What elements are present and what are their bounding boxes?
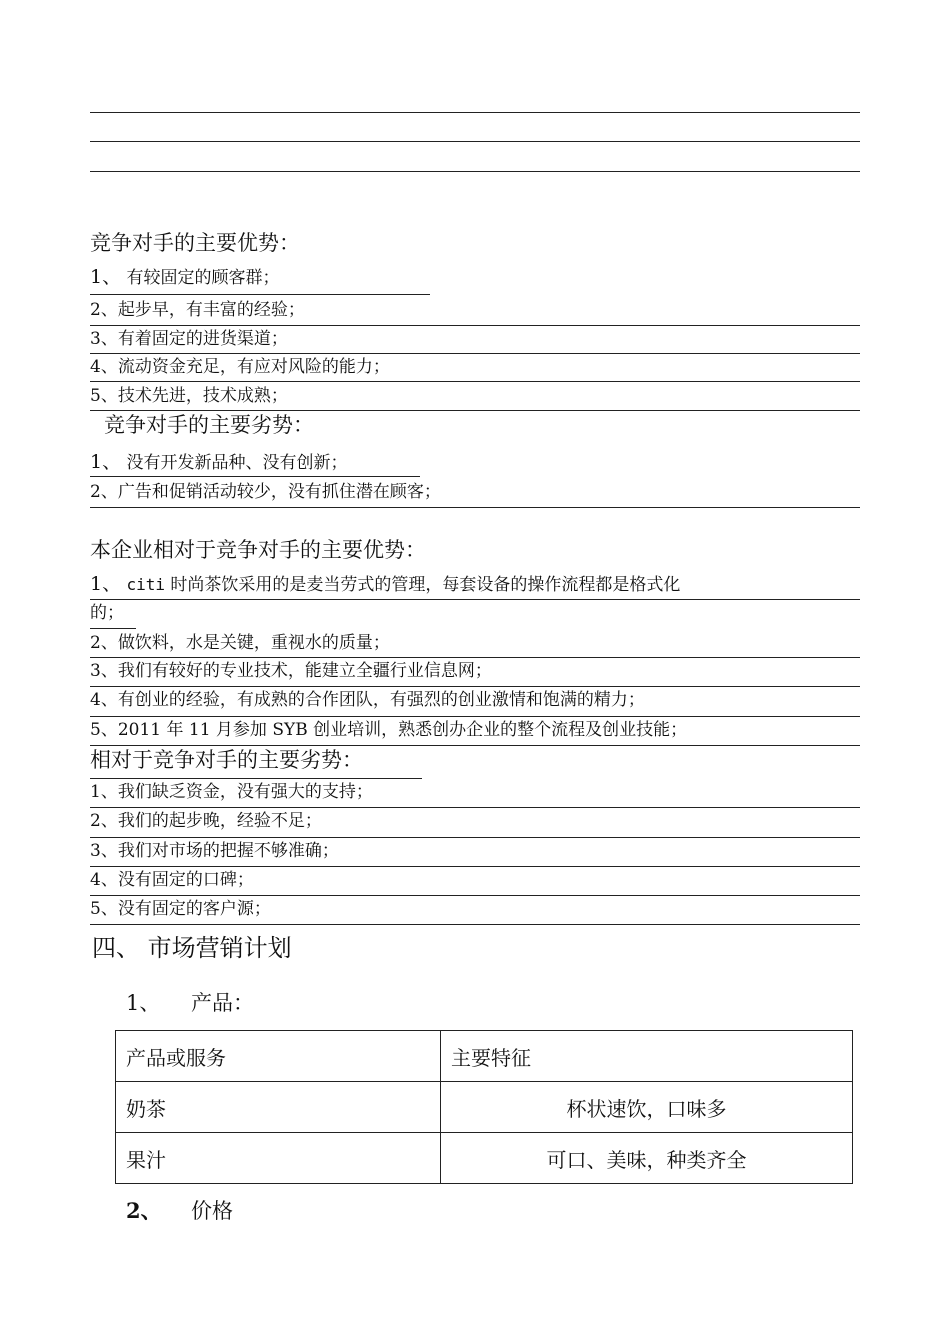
list-item (90, 268, 280, 287)
item-text: 有着固定的进货渠道； (117, 329, 288, 349)
list-item (90, 359, 390, 376)
brand-name: citi (126, 575, 166, 594)
item-number: 1、 (90, 451, 122, 473)
item-number: 4、 (90, 870, 118, 890)
underline (90, 895, 860, 896)
item-number: 1、 (90, 266, 122, 288)
underline (90, 837, 860, 838)
heading-number: 2、 (126, 1198, 162, 1223)
table-cell: 奶茶 (116, 1082, 441, 1133)
list-item (90, 784, 373, 801)
item-text: 2011 年 11 月参加 SYB 创业培训，熟悉创办企业的整个流程及创业技能； (117, 720, 688, 740)
item-number: 1、 (90, 782, 118, 802)
underline (90, 476, 420, 477)
list-item (90, 872, 254, 889)
item-number: 5、 (90, 899, 118, 919)
heading-label: 产品： (191, 991, 254, 1015)
item-number: 3、 (90, 841, 118, 861)
list-item (90, 453, 348, 472)
underline (90, 778, 422, 779)
product-heading (126, 993, 254, 1014)
item-text: 我们的起步晚，经验不足； (117, 811, 322, 831)
item-text: 流动资金充足，有应对风险的能力； (117, 357, 390, 377)
item-number: 3、 (90, 661, 118, 681)
table-row (116, 1133, 853, 1184)
list-item (90, 663, 492, 680)
item-text: 起步早，有丰富的经验； (117, 300, 305, 320)
list-item (90, 331, 288, 348)
table-cell: 果汁 (116, 1133, 441, 1184)
competitor-weaknesses-title: 竞争对手的主要劣势： (104, 413, 314, 437)
item-number: 2、 (90, 633, 118, 653)
underline (90, 507, 860, 508)
list-item (90, 575, 680, 594)
item-number: 2、 (90, 482, 118, 502)
list-item (90, 302, 305, 319)
underline (90, 866, 860, 867)
table-cell: 可口、美味，种类齐全 (441, 1133, 853, 1184)
list-item (90, 813, 322, 830)
item-number: 2、 (90, 300, 118, 320)
underline (90, 686, 860, 687)
list-item (90, 843, 339, 860)
heading-label: 价格 (191, 1199, 233, 1223)
underline (90, 716, 860, 717)
item-text: 我们有较好的专业技术，能建立全疆行业信息网； (117, 661, 492, 681)
item-text: 没有开发新品种、没有创新； (126, 453, 348, 473)
underline (90, 745, 860, 746)
list-item (90, 388, 288, 405)
list-item (90, 484, 441, 501)
underline (90, 294, 430, 295)
table-cell: 杯状速饮，口味多 (441, 1082, 853, 1133)
product-table (115, 1030, 853, 1184)
underline (90, 924, 860, 925)
list-item (90, 692, 645, 709)
item-text: 我们对市场的把握不够准确； (117, 841, 339, 861)
item-text: 做饮料，水是关键，重视水的质量； (117, 633, 390, 653)
underline (90, 325, 860, 326)
our-weaknesses-title: 相对于竞争对手的主要劣势： (90, 748, 363, 772)
item-number: 5、 (90, 720, 118, 740)
our-strengths-title: 本企业相对于竞争对手的主要优势： (90, 538, 426, 562)
underline (90, 807, 860, 808)
heading-number: 1、 (126, 991, 161, 1015)
table-header-cell: 主要特征 (441, 1031, 853, 1082)
price-heading (126, 1200, 233, 1222)
underline (90, 381, 860, 382)
item-text: 有创业的经验，有成熟的合作团队，有强烈的创业激情和饱满的精力； (117, 690, 645, 710)
list-item (90, 635, 390, 652)
underline (90, 353, 860, 354)
table-row (116, 1082, 853, 1133)
item-text: 我们缺乏资金，没有强大的支持； (117, 782, 373, 802)
underline (90, 657, 860, 658)
item-number: 2、 (90, 811, 118, 831)
item-text: 时尚茶饮采用的是麦当劳式的管理，每套设备的操作流程都是格式化 (165, 575, 681, 595)
blank-rule-line (90, 112, 860, 113)
item-number: 1、 (90, 573, 122, 595)
underline (90, 410, 860, 411)
item-number: 4、 (90, 690, 118, 710)
blank-rule-line (90, 171, 860, 172)
table-header-cell: 产品或服务 (116, 1031, 441, 1082)
item-text: 广告和促销活动较少，没有抓住潜在顾客； (117, 482, 441, 502)
item-number: 5、 (90, 386, 118, 406)
list-item-continuation: 的； (90, 603, 124, 623)
competitor-strengths-title: 竞争对手的主要优势： (90, 231, 300, 255)
underline (90, 599, 860, 600)
list-item (90, 722, 687, 739)
blank-rule-line (90, 141, 860, 142)
item-text: 技术先进，技术成熟； (117, 386, 288, 406)
item-text: 没有固定的口碑； (117, 870, 254, 890)
item-text: 有较固定的顾客群； (126, 268, 280, 288)
underline (90, 628, 136, 629)
item-number: 3、 (90, 329, 118, 349)
item-number: 4、 (90, 357, 118, 377)
table-header-row (116, 1031, 853, 1082)
list-item (90, 901, 271, 918)
section-title: 四、 市场营销计划 (92, 934, 292, 962)
item-text: 没有固定的客户源； (117, 899, 271, 919)
